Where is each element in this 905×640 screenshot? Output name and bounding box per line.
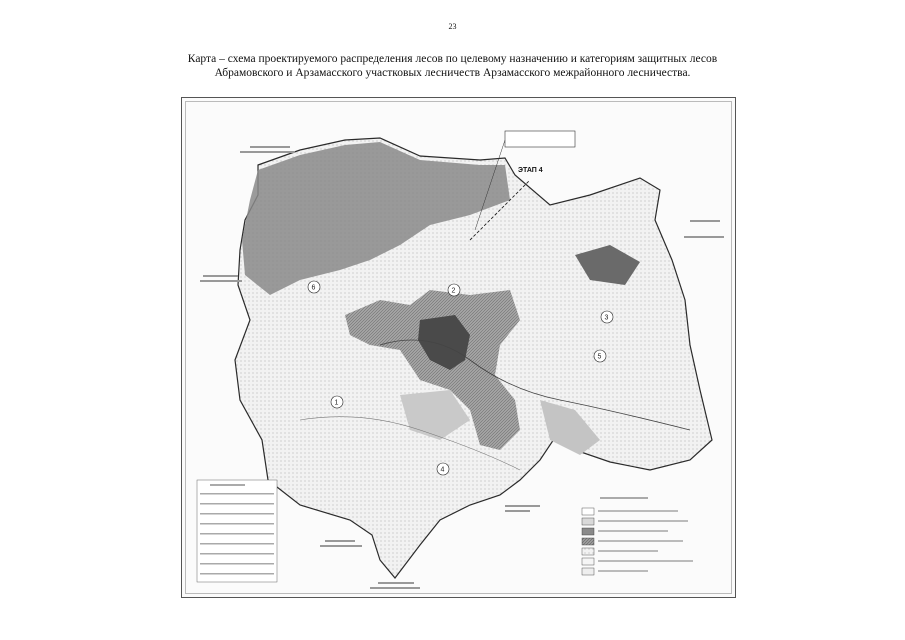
left-legend (197, 480, 277, 582)
callout-box (505, 131, 575, 147)
svg-text:2: 2 (451, 287, 456, 295)
right-legend (582, 497, 693, 575)
svg-text:5: 5 (597, 353, 602, 361)
district-marker-6 (308, 281, 320, 293)
svg-text:6: 6 (311, 284, 316, 292)
map-title-line-1: Карта – схема проектируемого распределения лесов по целевому назначению и категориям защитных лесов (187, 53, 718, 65)
district-marker-4 (437, 463, 449, 475)
stage-label: ЭТАП 4 (518, 167, 543, 174)
district-marker-1 (331, 396, 343, 408)
svg-text:3: 3 (604, 314, 609, 322)
district-marker-5 (594, 350, 606, 362)
district-marker-2 (448, 284, 460, 296)
district-marker-3 (601, 311, 613, 323)
map-title-line-2: Абрамовского и Арзамасского участковых лесничеств Арзамасского межрайонного лесничества. (214, 67, 691, 79)
page-number: 23 (448, 22, 457, 31)
svg-text:1: 1 (334, 399, 339, 407)
svg-text:4: 4 (440, 466, 445, 474)
